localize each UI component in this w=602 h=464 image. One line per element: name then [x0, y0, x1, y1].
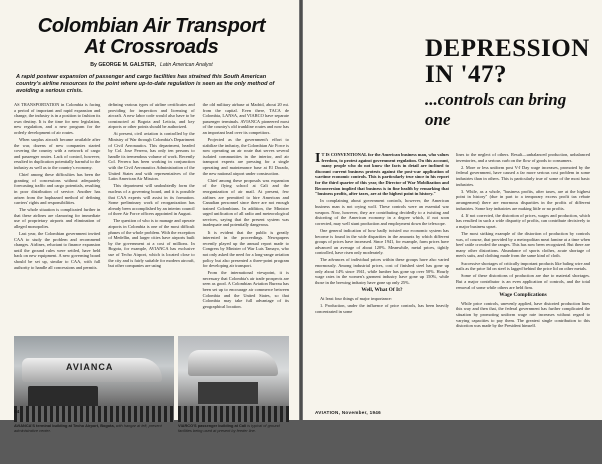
- body-paragraph: In complaining about government controls, however, the American business man is not crying wolf. These controls were an essential war weapon. Now, however, they are contributing decidedly to a twisting and distorting of the American economy in a degree which, if not soon corrected, may well stunt production and employment down the telescope.: [315, 198, 449, 226]
- body-paragraph: AS TRANSPORTATION in Colombia is facing a period of important and rapid expansion and change, the industry is in a position to fashion its own destiny. It is the time for new legislation, new regulation, and a new program for the orderly development of air routes.: [14, 102, 101, 135]
- viarco-building-photo: [178, 336, 289, 422]
- crowd-shape: [178, 406, 289, 422]
- right-body-columns: [315, 152, 590, 464]
- body-paragraph: At present, civil aviation is controlled by the Ministry of War through Colombia's Department of Civil Aeronautics. This department, headed by Col. Jose Ferrera, has only ten persons to handle its tremendous volume of work. Recently Col. Ferrera has been working in conjunction with the Civil Aeronautics Administration of the United States and with representatives of the Latin American Air Mission.: [108, 131, 195, 182]
- right-page: [303, 0, 602, 420]
- body-paragraph: One general indication of how badly twisted our economic system has become is found in the wide disparities in the amounts by which different groups of prices have increased. Since 1941, for example, farm prices have advanced an average of about 120%. Meanwhile, metal prices, tightly controlled, have risen only moderately.: [315, 227, 449, 256]
- body-paragraph: Chief among these difficulties has been the granting of concessions without adequately forecasting traffic and cargo potentials, resulting in poor distribution of service. Another has arisen from the haphazard method of defining carriers' rights and responsibilities.: [14, 172, 101, 206]
- caption-viarco: VIARCO'S passenger building at Cali is typical of ground facilities being used at present by feeder line.: [178, 423, 280, 433]
- avianca-terminal-photo: [14, 336, 174, 422]
- body-paragraph: Successive shortages of critically important products like baling wire and nails as the price lid on steel is lagged behind the price lid on other metals.: [456, 260, 590, 272]
- article-title: Colombian Air Transport At Crossroads: [37, 15, 266, 58]
- cargo-shape: [198, 382, 258, 404]
- body-paragraph: 1. Production, under the influence of price controls, has been heavily concentrated in some: [315, 303, 449, 314]
- body-paragraph: Chief among these proposals was expansion of the flying school at Cali and the reorganization of air mail. At present, few airlines are permitted to hire American and Canadian personnel since there are not enough trained Colombians. In addition, the Minister urged unification of all radio and meteorological services, saying that the present system was inadequate and potentially dangerous.: [202, 177, 289, 228]
- article-deck: A rapid postwar expansion of passenger and cargo facilities has strained this South American country's airline resources to the point where up-to-date regulation is seen as the only method of avoiding a serious crisis.: [16, 74, 275, 94]
- editorial-subtitle: ...controls can bring one: [425, 90, 567, 129]
- section-heading: Well, What Of It?: [361, 287, 403, 294]
- body-paragraph: From the international viewpoint, it is necessary that Colombia's air trade prospects are seen as good. A Colombian Aviation Bureau has been set up to encourage air commerce between Colombia and the United States, so that Colombia may take full advantage of its geographical location.: [202, 270, 289, 309]
- caption-avianca: AVIANCA'S terminal building at Techo Airport, Bogota, with hangar at left, present administrative center.: [14, 423, 162, 433]
- author: By GEORGE M. GALSTER,: [90, 62, 157, 68]
- body-paragraph: 4. If not corrected, the distortion of prices, wages and production, which has resulted in such a wide disparity of profits, can contribute decisively to a major business upset.: [456, 212, 590, 229]
- right-column-1: [315, 152, 449, 464]
- left-body-columns: [14, 102, 289, 332]
- right-column-2: [456, 152, 590, 464]
- left-page: [0, 0, 299, 433]
- byline: [14, 62, 289, 68]
- crowd-shape: [14, 406, 174, 422]
- body-paragraph: The whole situation is complicated further in that these airlines are clamoring for immediate use of proprietary airports and elimination of alleged monopolies.: [14, 207, 101, 229]
- drop-cap: I: [315, 151, 321, 166]
- left-column-3: [203, 102, 289, 332]
- left-column-1: [14, 102, 100, 332]
- body-paragraph: Some of these distortions of production are due to material shortages. But a major contributor is an even application of controls, and the total removal of some while others are held firm.: [456, 273, 590, 290]
- page-number: 94: [14, 410, 20, 415]
- photo-aircraft-lettering: AVIANCA: [66, 362, 114, 372]
- body-paragraph: I T IS CONVENTIONAL for the American business man, who values freedom, to protest against government regulation. On this account, many people who do not know the facts in detail are inclined to discount current business protests against the post-war application of wartime economic controls. This is particularly true since in his report for the third quarter of this year, the Director of War Mobilization and Reconversion implied that business is in fine health by remarking that "business profits, after taxes, are at the highest point in history.": [315, 151, 449, 197]
- body-paragraph: 2. More or less uniform post V-J Day wage increases, promoted by the federal government, have caused a far more serious cost problem in some industries than in others. This is particularly true of some of the most basic industries.: [456, 164, 590, 187]
- body-paragraph: 3. While, as a whole, "business profits, after taxes, are at the highest point in history" (due in part to a temporary excess profit tax rebate arrangement) there are enormous disparities in the profits of different industries. Some key industries are making little or no profits.: [456, 188, 590, 211]
- body-paragraph: It is evident that the public is greatly interested in the proceedings. Newspapers recently played up the annual report made to Congress by Minister of War Luis Tamayo, who not only asked the need for a long-range aviation policy but also presented a three-point program for developing air transport.: [202, 229, 289, 269]
- body-paragraph: This department will undoubtedly form the nucleus of a governing board, and it is possible that CAA experts will assist in its formation. Some preliminary work of reorganization has already been accomplished by an interim council of three Air Force officers appointed in August.: [108, 183, 195, 217]
- body-paragraph: Last year, the Colombian government invited CAA to study the problem and recommend changes. Airlines, reluctant to finance expansion until the ground rules were settled, have held back on new equipment. A new governing board should be set up, similar to CAA, with full authority to handle all concessions and permits.: [14, 231, 101, 270]
- body-paragraph: lines to the neglect of others. Result—unbalanced production, unbalanced inventories, and a serious curb on the flow of goods to consumers.: [456, 152, 590, 163]
- section-heading: Wage Complications: [499, 292, 547, 299]
- body-paragraph: Projected as the government's effort to stabilize the industry, the Colombian Air Force is now operating an air route that serves several isolated communities in the interior, and air transport experts are pressing for a single operating and maintenance base at El Dorado, the new national airport under construction.: [202, 137, 289, 176]
- body-paragraph: At least four things of major importance:: [320, 296, 392, 302]
- body-paragraph: The question of who is to manage and operate airports in Colombia is one of the most difficult phases of the whole problem. With the exception of Medellin, and larger cities have airports built by the government at a cost of millions. In Bogota, for example, AVIANCA has exclusive use of Techo Airport, which is located close to the city and is fairly suitable for modern aircraft, but other companies are using: [108, 218, 195, 269]
- body-paragraph: The advances of individual prices within these groups have also varied enormously. Among industrial prices, cost of finished steel has gone up only about 14% since 1941, while lumber has gone up over 50%. Hourly wage rates in the women's garment industry have gone up 150%, while those in the brewing industry have gone up only 25%.: [315, 257, 449, 285]
- body-paragraph: The most striking example of the distortion of production by controls was, of course, that provided by a metropolitan meat famine at a time when beef cattle crowded the ranges. This has now been recognized. But there are many other distortions. Abundance of sports clothes, acute shortage of men's suits, and clothing made from the same kind of cloth.: [456, 231, 590, 259]
- photo-captions: [14, 424, 289, 434]
- airplane-shape: [188, 350, 278, 376]
- left-column-2: [108, 102, 194, 332]
- right-heading: [315, 36, 590, 130]
- editorial-title: DEPRESSION IN '47?: [425, 35, 590, 88]
- author-affiliation: Latin American Analyst: [160, 62, 213, 68]
- body-paragraph: defining various types of airline certificates and providing for inspection and licensing of aircraft. A new labor code would also have to be constructed at Bogota and Leticia, and key airports or other points should be authorized.: [108, 102, 195, 130]
- body-paragraph: While price controls, unevenly applied, have distorted production lines this way and then that, the federal government has further complicated the situation by promoting uniform wage rate increases without regard to varying capacities to pay them. The greatest single contribution to this distortion was made by the President himself.: [456, 300, 590, 329]
- photo-row: [14, 336, 289, 422]
- body-paragraph: When surplus aircraft became available after the war, dozens of new companies started covering the country with a network of cargo and passenger routes. Lack of control, however, resulted in duplication potentially harmful to the industry as well as to the country's economy.: [14, 137, 101, 171]
- body-paragraph: the old military airbase at Madrid, about 20 mi. from the capital. Even there, TACA de Colombia, LANSA, and VIARCO have separate passenger terminals. AVIANCA pioneered most of the country's old trunkline routes and now has an important lead over its competitors.: [202, 102, 289, 135]
- running-footer: AVIATION, November, 1946: [315, 410, 382, 415]
